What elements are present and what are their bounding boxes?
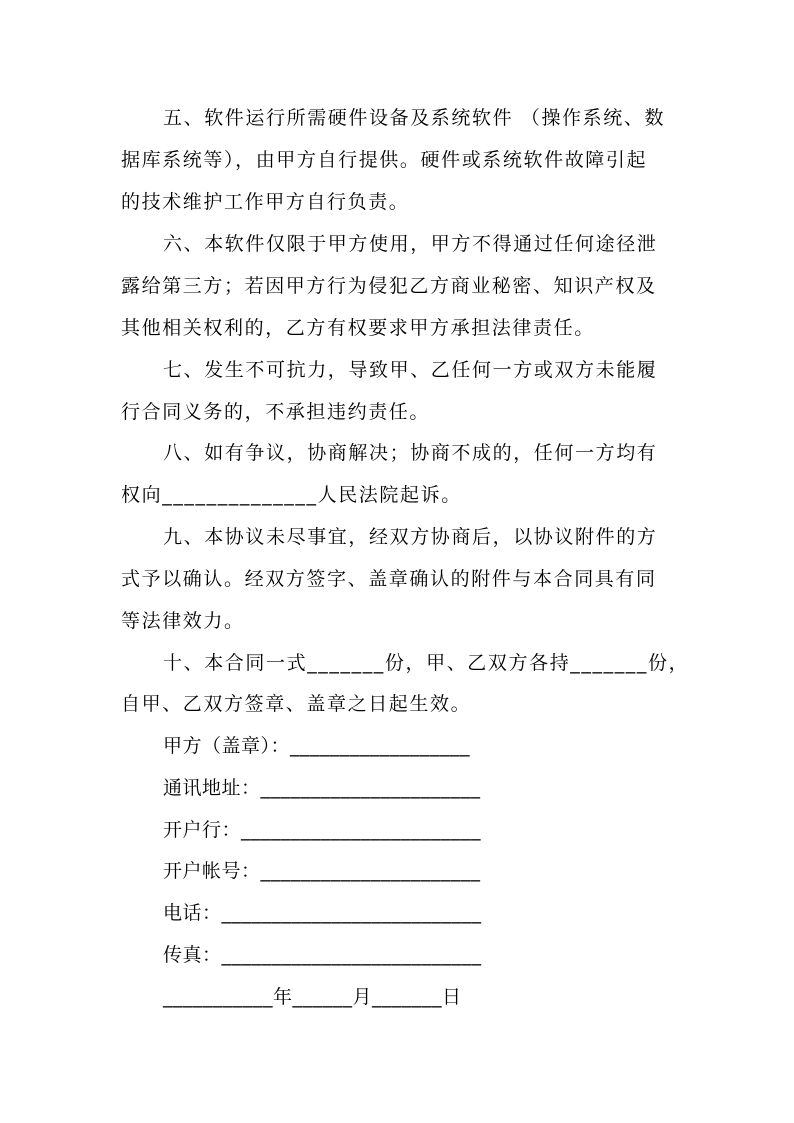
clause-6-line-2: 露给第三方；若因甲方行为侵犯乙方商业秘密、知识产权及 xyxy=(121,275,657,297)
clause-5-line-3: 的技术维护工作甲方自行负责。 xyxy=(121,191,410,213)
signature-party-a: 甲方（盖章）：__________________ xyxy=(163,735,471,757)
clause-10-line-2: 自甲、乙双方签章、盖章之日起生效。 xyxy=(121,693,472,715)
clause-9-line-1: 九、本协议未尽事宜，经双方协商后，以协议附件的方 xyxy=(163,526,658,548)
signature-fax: 传真：__________________________ xyxy=(163,944,482,966)
signature-date: ___________年______月_______日 xyxy=(163,986,462,1008)
clause-7-line-2: 行合同义务的，不承担违约责任。 xyxy=(121,401,431,423)
clause-9-line-2: 式予以确认。经双方签字、盖章确认的附件与本合同具有同 xyxy=(121,568,657,590)
clause-8-line-1: 八、如有争议，协商解决；协商不成的，任何一方均有 xyxy=(163,442,658,464)
clause-5-line-1: 五、软件运行所需硬件设备及系统软件 （操作系统、数 xyxy=(163,107,666,129)
signature-phone: 电话：__________________________ xyxy=(163,902,482,924)
clause-5-line-2: 据库系统等），由甲方自行提供。硬件或系统软件故障引起 xyxy=(121,149,648,171)
clause-8-line-2: 权向______________人民法院起诉。 xyxy=(121,484,462,506)
clause-10-line-1: 十、本合同一式_______份，甲、乙双方各持_______份， xyxy=(163,652,690,674)
clause-6-line-1: 六、本软件仅限于甲方使用，甲方不得通过任何途径泄 xyxy=(163,233,658,255)
clause-9-line-3: 等法律效力。 xyxy=(121,610,245,632)
clause-6-line-3: 其他相关权利的，乙方有权要求甲方承担法律责任。 xyxy=(121,317,595,339)
signature-bank: 开户行：________________________ xyxy=(163,819,482,841)
clause-7-line-1: 七、发生不可抗力，导致甲、乙任何一方或双方未能履 xyxy=(163,359,658,381)
signature-address: 通讯地址：______________________ xyxy=(163,777,481,799)
signature-account: 开户帐号：______________________ xyxy=(163,860,481,882)
